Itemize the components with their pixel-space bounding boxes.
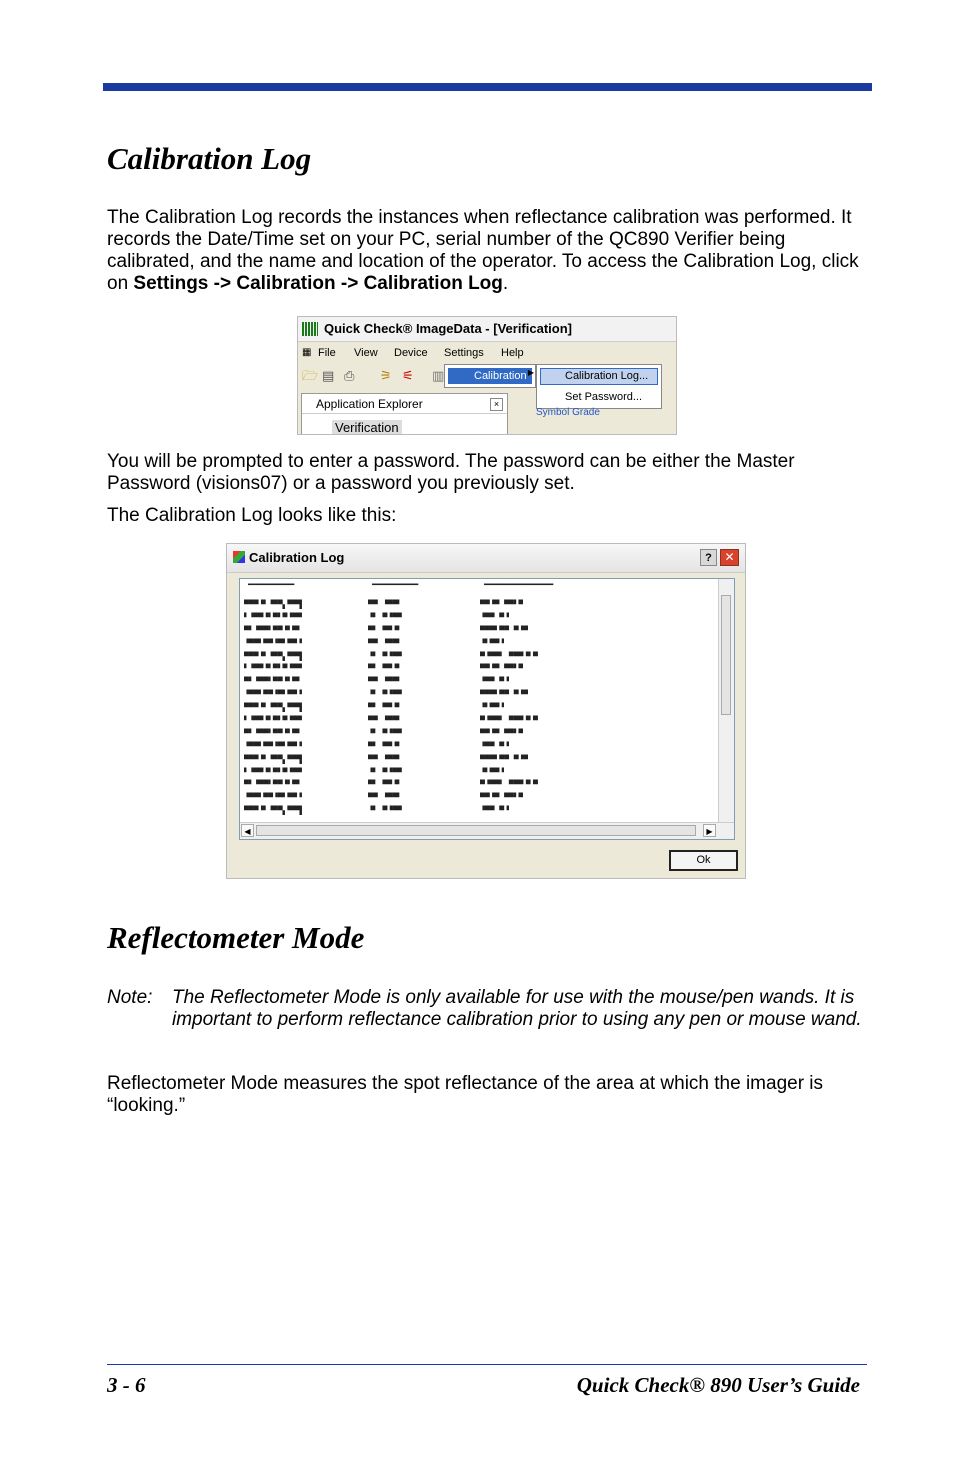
save-icon[interactable]: ▤ xyxy=(322,368,335,383)
row-operator: ▀▝▀▀▘ ▀▀▀▝▘▀ xyxy=(480,716,538,726)
menu-view[interactable]: View xyxy=(354,347,378,359)
row-operator: ▝▀▀ ▀▝ xyxy=(480,741,509,751)
table-row xyxy=(244,651,714,664)
scroll-left-icon[interactable]: ◀ xyxy=(241,824,254,837)
row-datetime: ▘▝▀▀▝▘▀▘▀▝▀▀ xyxy=(244,767,302,777)
menu-settings[interactable]: Settings xyxy=(444,347,484,359)
file-icon: ▦ xyxy=(302,347,312,358)
row-operator: ▀▀▝▀ ▀▀▘▀ xyxy=(480,793,524,803)
row-datetime: ▀▀▀▝▘▝▀▀▖▀▀▜ xyxy=(244,600,302,609)
calibration-log-screenshot xyxy=(226,543,746,879)
menu-help[interactable]: Help xyxy=(501,347,524,359)
panel-close-icon[interactable]: × xyxy=(490,398,503,411)
header-rule xyxy=(103,83,872,91)
calibration-submenu xyxy=(536,364,662,409)
menu-device[interactable]: Device xyxy=(394,347,428,359)
menu-screenshot xyxy=(297,316,677,435)
row-operator: ▝▘▀▀▝ xyxy=(480,638,505,648)
row-serial: ▝▘ ▀▝▀▀ xyxy=(368,728,402,738)
row-datetime: ▀▀▀▝▘▝▀▀▖▀▀▜ xyxy=(244,651,302,661)
vertical-scroll-thumb[interactable] xyxy=(721,595,731,715)
app-titlebar xyxy=(298,317,676,342)
calibration-menu-item[interactable] xyxy=(448,368,532,384)
row-datetime: ▝▀▀▘▀▀▝▀▘▀▀▝ xyxy=(244,741,302,751)
note-text: The Reflectometer Mode is only available for use with the mouse/pen wands. It is important to perform reflectance calibration prior to using any pen or mouse wand. xyxy=(172,987,862,1030)
row-operator: ▝▀▀ ▀▝ xyxy=(480,677,509,687)
reflectometer-mode-heading: Reflectometer Mode xyxy=(107,920,365,955)
row-serial: ▝▘ ▀▝▀▀ xyxy=(368,690,402,700)
password-paragraph: You will be prompted to enter a password. The password can be either the Master Password (visions07) or a password you previously set. xyxy=(107,451,795,494)
reflectometer-paragraph: Reflectometer Mode measures the spot reflectance of the area at which the imager is “looking.” xyxy=(107,1073,824,1116)
table-row xyxy=(244,728,714,741)
row-operator: ▝▀▀ ▀▝ xyxy=(480,612,509,622)
row-serial: ▀▀ ▝▀▀▘ xyxy=(368,638,402,648)
row-datetime: ▀▘▝▀▀▘▀▀▝▘▀▘ xyxy=(244,780,302,790)
list-header xyxy=(244,583,714,599)
row-datetime: ▝▀▀▘▀▀▝▀▘▀▀▝ xyxy=(244,638,302,648)
intro-text: The Calibration Log records the instances when reflectance calibration was performed. It records the Date/Time set on your PC, serial number of the QC890 Verifier being calibrated, and the name and location of the operator. To access the Calibration Log, click on xyxy=(107,207,859,294)
table-row xyxy=(244,805,714,818)
tree-item-verification[interactable]: Verification xyxy=(332,420,402,435)
dialog-title: Calibration Log xyxy=(249,550,345,565)
menu-file[interactable]: File xyxy=(318,347,336,359)
table-row xyxy=(244,625,714,638)
row-operator: ▝▘▀▀▝ xyxy=(480,767,505,777)
app-icon xyxy=(302,322,318,336)
row-serial: ▝▘ ▀▝▀▀ xyxy=(368,612,402,622)
table-row xyxy=(244,754,714,767)
row-operator: ▀▝▀▀▘ ▀▀▀▝▘▀ xyxy=(480,780,538,790)
app-title: Quick Check® ImageData - [Verification] xyxy=(324,321,572,336)
row-datetime: ▘▝▀▀▝▘▀▘▀▝▀▀ xyxy=(244,716,302,726)
row-operator: ▀▝▀▀▘ ▀▀▀▝▘▀ xyxy=(480,651,538,661)
row-datetime: ▘▝▀▀▝▘▀▘▀▝▀▀ xyxy=(244,664,302,674)
row-operator: ▀▀▀▘▀▀ ▀▝▀ xyxy=(480,754,529,764)
close-button[interactable]: ✕ xyxy=(720,549,739,566)
row-datetime: ▀▘▝▀▀▘▀▀▝▘▀▘ xyxy=(244,728,302,738)
menu-path: Settings -> Calibration -> Calibration Log xyxy=(133,273,503,294)
table-row xyxy=(244,702,714,715)
table-row xyxy=(244,792,714,805)
row-serial: ▀▘ ▀▀▝▘ xyxy=(368,780,402,790)
row-datetime: ▘▝▀▀▝▘▀▘▀▝▀▀ xyxy=(244,612,302,622)
application-explorer-panel xyxy=(301,393,508,435)
table-row xyxy=(244,676,714,689)
row-datetime: ▀▀▀▝▘▝▀▀▖▀▀▜ xyxy=(244,754,302,764)
row-serial: ▀▀ ▝▀▀▘ xyxy=(368,793,402,803)
calibration-label: Calibration xyxy=(474,370,527,382)
row-operator: ▀▀▝▀ ▀▀▘▀ xyxy=(480,600,524,609)
row-operator: ▀▀▝▀ ▀▀▘▀ xyxy=(480,664,524,674)
horizontal-scrollbar[interactable] xyxy=(240,822,734,839)
row-datetime: ▀▀▀▝▘▝▀▀▖▀▀▜ xyxy=(244,806,302,816)
row-serial: ▀▘ ▀▀▝▘ xyxy=(368,703,402,713)
looks-like-paragraph: The Calibration Log looks like this: xyxy=(107,505,397,526)
ok-button[interactable]: Ok xyxy=(669,850,738,871)
row-serial: ▝▘ ▀▝▀▀ xyxy=(368,651,402,661)
row-datetime: ▀▀▀▝▘▝▀▀▖▀▀▜ xyxy=(244,703,302,713)
print-icon[interactable]: ⎙ xyxy=(344,368,355,383)
row-datetime: ▝▀▀▘▀▀▝▀▘▀▀▝ xyxy=(244,793,302,803)
intro-end: . xyxy=(502,273,509,294)
table-row xyxy=(244,767,714,780)
table-row xyxy=(244,612,714,625)
table-row xyxy=(244,663,714,676)
footer-rule xyxy=(107,1364,867,1365)
dialog-icon xyxy=(233,551,245,563)
table-row xyxy=(244,779,714,792)
horizontal-scroll-thumb[interactable] xyxy=(256,825,696,836)
row-serial: ▀▀ ▝▀▀▘ xyxy=(368,754,402,764)
col-header-operator: ▔▔▔▔▔▔▔▔▔ xyxy=(484,585,554,596)
row-operator: ▝▀▀ ▀▝ xyxy=(480,806,509,816)
open-folder-icon[interactable]: 🗁 xyxy=(302,368,319,383)
row-datetime: ▀▘▝▀▀▘▀▀▝▘▀▘ xyxy=(244,625,302,635)
calibration-log-heading: Calibration Log xyxy=(107,141,312,176)
table-row xyxy=(244,741,714,754)
help-button[interactable]: ? xyxy=(700,549,717,566)
table-row xyxy=(244,689,714,702)
vertical-scrollbar[interactable] xyxy=(718,579,734,823)
panel-header: Application Explorer xyxy=(302,394,507,414)
table-row xyxy=(244,599,714,612)
note-label: Note: xyxy=(107,987,153,1008)
col-header-serial: ▔▔▔▔▔▔ xyxy=(372,585,419,596)
row-datetime: ▀▘▝▀▀▘▀▀▝▘▀▘ xyxy=(244,677,302,687)
page-number: 3 - 6 xyxy=(107,1373,146,1397)
row-serial: ▀▘ ▀▀▝▘ xyxy=(368,741,402,751)
tool-icon[interactable]: ▥ xyxy=(432,368,445,383)
verify-icon[interactable]: ⚟ xyxy=(402,368,414,383)
scroll-right-icon[interactable]: ▶ xyxy=(703,824,716,837)
log-rows xyxy=(244,599,714,818)
intro-paragraph xyxy=(107,207,877,295)
row-operator: ▀▀▀▘▀▀ ▀▝▀ xyxy=(480,625,529,635)
calibrate-icon[interactable]: ⚞ xyxy=(380,368,392,383)
row-operator: ▀▀▝▀ ▀▀▘▀ xyxy=(480,728,524,738)
log-list[interactable] xyxy=(239,578,735,840)
row-serial: ▝▘ ▀▝▀▀ xyxy=(368,767,402,777)
row-serial: ▀▘ ▀▀▝▘ xyxy=(368,664,402,674)
row-datetime: ▝▀▀▘▀▀▝▀▘▀▀▝ xyxy=(244,690,302,700)
calibration-log-menu-item[interactable]: Calibration Log... xyxy=(540,368,658,385)
submenu-arrow-icon: ▶ xyxy=(527,368,534,377)
settings-dropdown xyxy=(444,364,536,388)
row-operator: ▝▘▀▀▝ xyxy=(480,703,505,713)
row-serial: ▀▀ ▝▀▀▘ xyxy=(368,600,402,609)
row-serial: ▀▀ ▝▀▀▘ xyxy=(368,677,402,687)
menu-bar xyxy=(298,343,676,363)
symbol-grade-label: Symbol Grade xyxy=(536,407,600,418)
dialog-titlebar xyxy=(227,544,745,573)
row-serial: ▀▘ ▀▀▝▘ xyxy=(368,625,402,635)
set-password-menu-item[interactable]: Set Password... xyxy=(565,391,643,403)
col-header-datetime: ▔▔▔▔▔▔ xyxy=(248,585,295,596)
table-row xyxy=(244,638,714,651)
row-serial: ▀▀ ▝▀▀▘ xyxy=(368,716,402,726)
row-operator: ▀▀▀▘▀▀ ▀▝▀ xyxy=(480,690,529,700)
table-row xyxy=(244,715,714,728)
guide-title: Quick Check® 890 User’s Guide xyxy=(576,1373,860,1397)
row-serial: ▝▘ ▀▝▀▀ xyxy=(368,806,402,816)
